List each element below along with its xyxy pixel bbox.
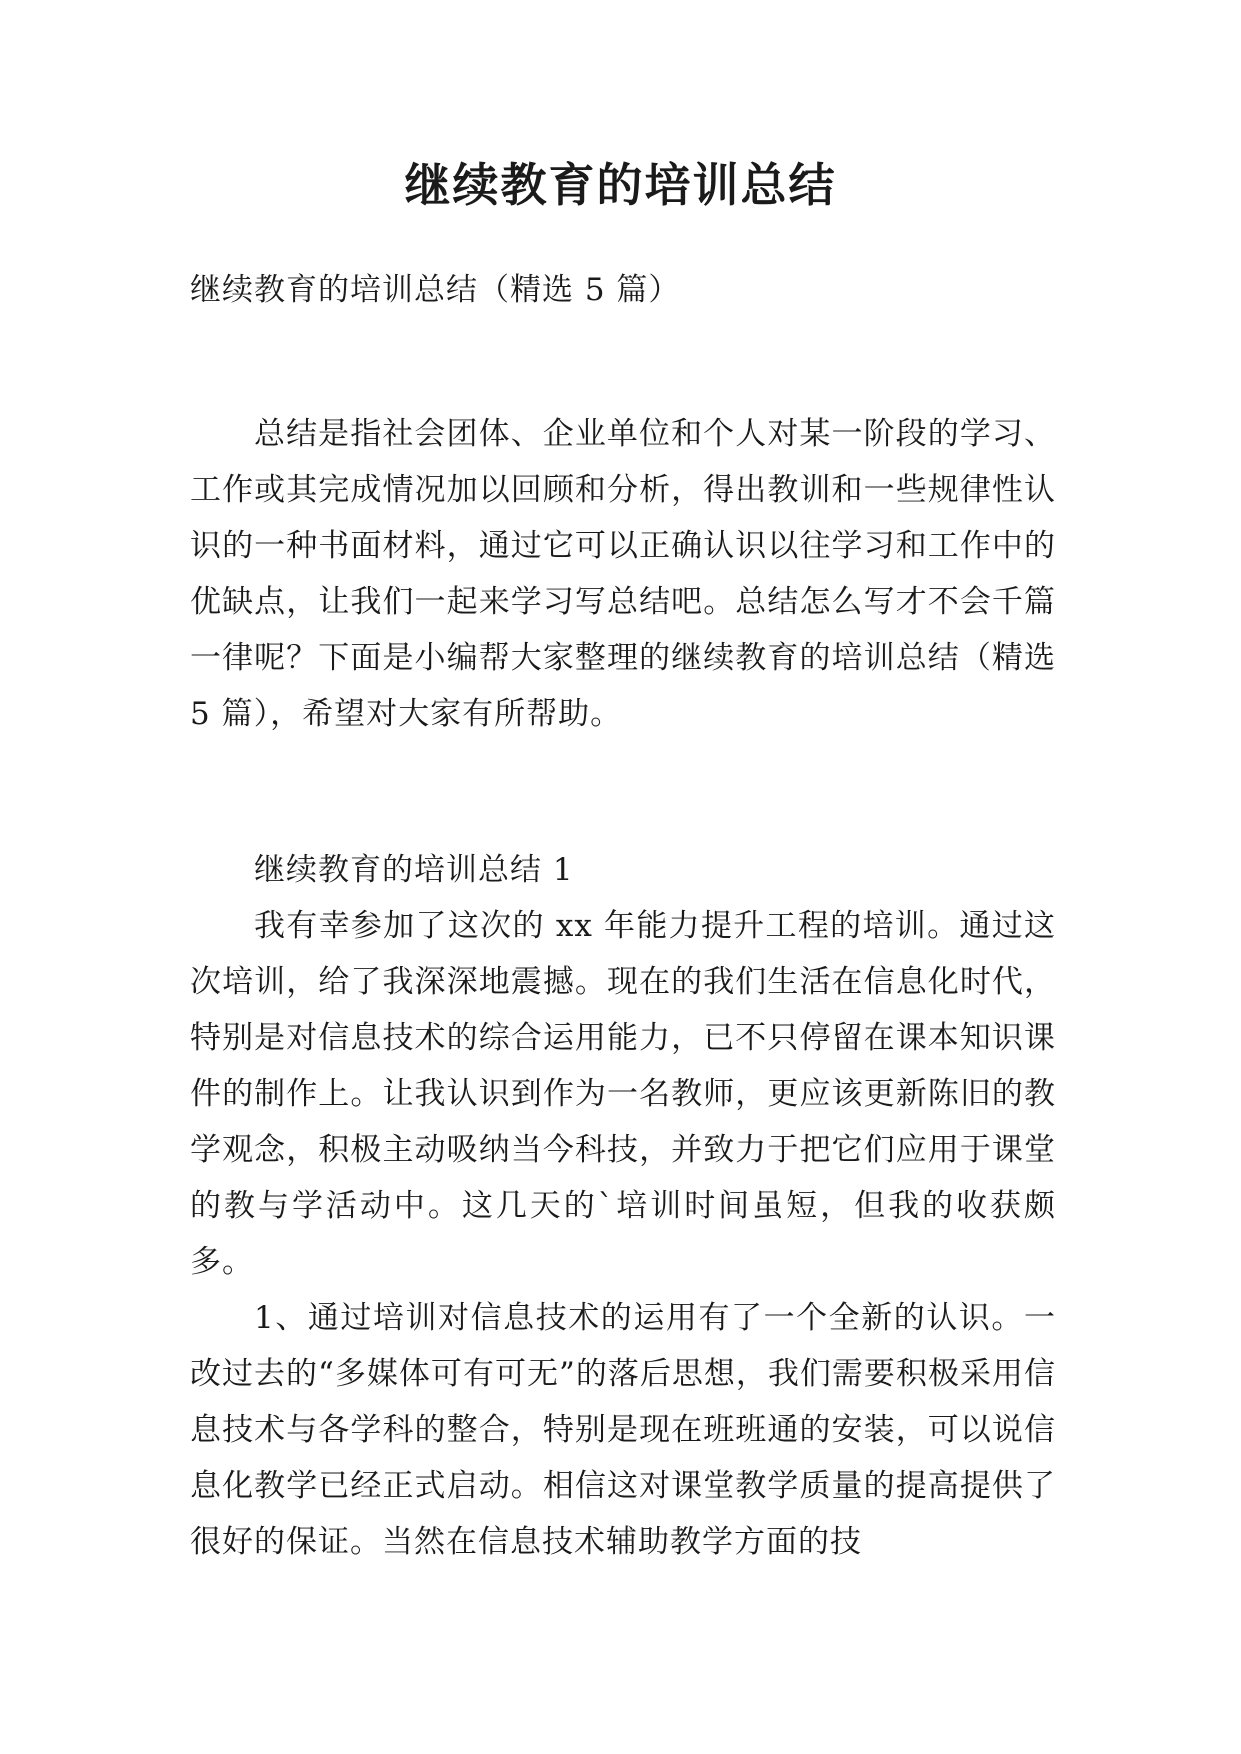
section-heading: 继续教育的培训总结 1	[254, 852, 574, 888]
intro-paragraph: 总结是指社会团体、企业单位和个人对某一阶段的学习、工作或其完成情况加以回顾和分析，得出教训和一些规律性认识的一种书面材料，通过它可以正确认识以往学习和工作中的优缺点，让我们一起来学习写总结吧。总结怎么写才不会千篇一律呢？下面是小编帮大家整理的继续教育的培训总结（精选 5 篇），希望对大家有所帮助。	[190, 416, 1056, 732]
document-title: 继续教育的培训总结	[404, 158, 837, 212]
document-subtitle: 继续教育的培训总结（精选 5 篇）	[190, 272, 681, 308]
body-paragraph: 我有幸参加了这次的 xx 年能力提升工程的培训。通过这次培训，给了我深深地震撼。现在的我们生活在信息化时代，特别是对信息技术的综合运用能力，已不只停留在课本知识课件的制作上。让我认识到作为一名教师，更应该更新陈旧的教学观念，积极主动吸纳当今科技，并致力于把它们应用于课堂的教与学活动中。这几天的`培训时间虽短，但我的收获颇多。	[190, 908, 1056, 1280]
body-paragraph: 1、通过培训对信息技术的运用有了一个全新的认识。一改过去的“多媒体可有可无”的落后思想，我们需要积极采用信息技术与各学科的整合，特别是现在班班通的安装，可以说信息化教学已经正式启动。相信这对课堂教学质量的提高提供了很好的保证。当然在信息技术辅助教学方面的技	[190, 1300, 1056, 1560]
